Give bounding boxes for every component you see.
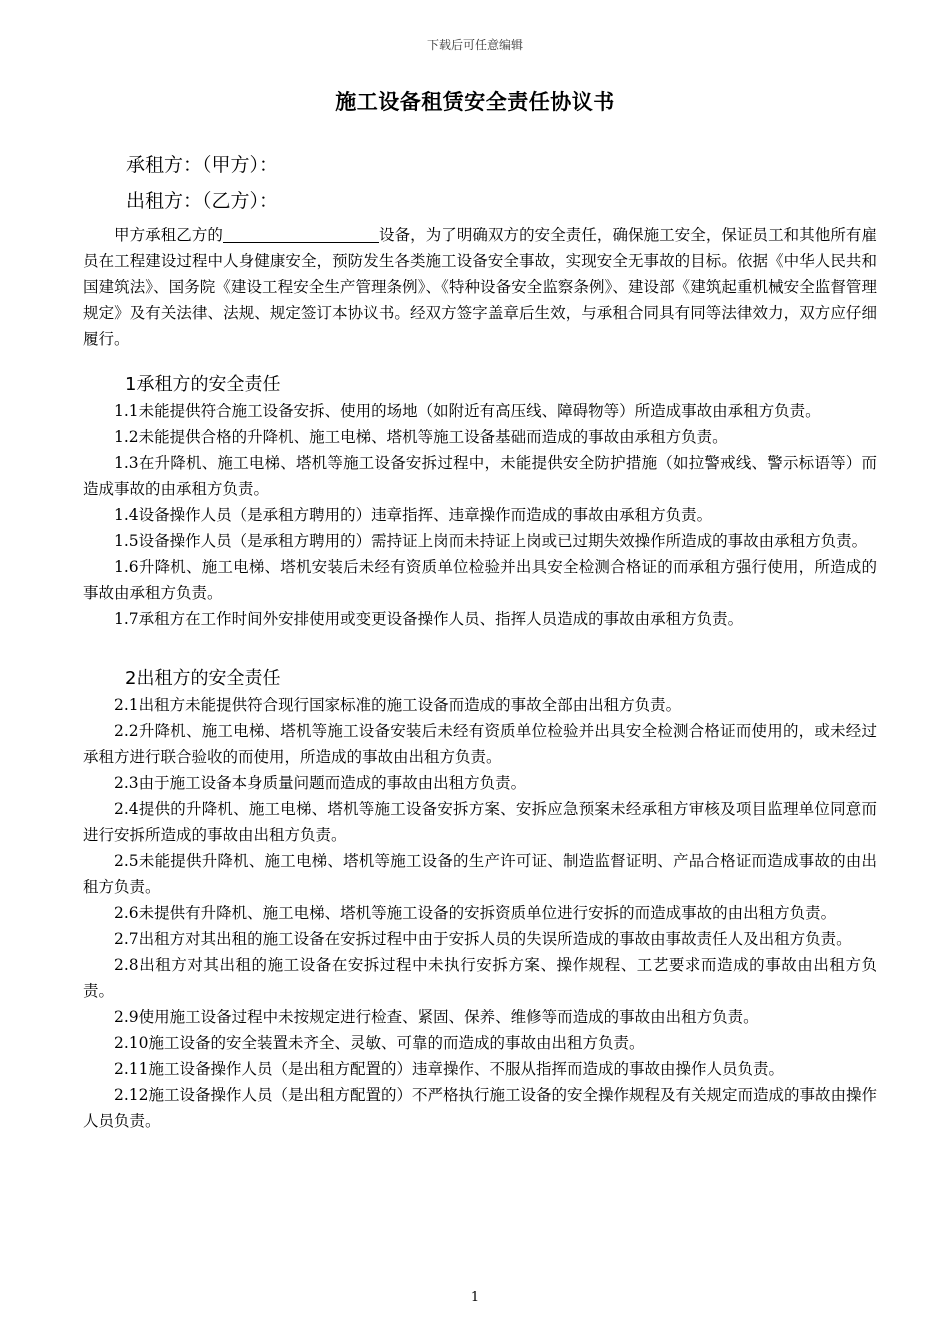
clause-1-6: 1.6升降机、施工电梯、塔机安装后未经有资质单位检验并出具安全检测合格证的而承租方强行使用，所造成的事故由承租方负责。 — [83, 558, 877, 602]
clause-2-9: 2.9使用施工设备过程中未按规定进行检查、紧固、保养、维修等而造成的事故由出租方负责。 — [114, 1008, 759, 1026]
intro-text-after-blank: 设备，为了明确双方的安全责任，确保施工安全，保证员工和其他所有雇员在工程建设过程中人身健康安全，预防发生各类施工设备安全事故，实现安全无事故的目标。依据《中华人民共和国建筑法》、国务院《建设工程安全生产管理条例》、《特种设备安全监察条例》、建设部《建筑起重机械安全监督管理规定》及有关法律、法规、规定签订本协议书。经双方签字盖章后生效，与承租合同具有同等法律效力，双方应仔细履行。 — [83, 226, 877, 348]
clause-2-3: 2.3由于施工设备本身质量问题而造成的事故由出租方负责。 — [114, 774, 527, 792]
page-number: 1 — [470, 1290, 480, 1305]
equipment-name-blank — [223, 224, 379, 243]
clause-2-6: 2.6未提供有升降机、施工电梯、塔机等施工设备的安拆资质单位进行安拆的而造成事故的由出租方负责。 — [114, 904, 837, 922]
clause-2-1: 2.1出租方未能提供符合现行国家标准的施工设备而造成的事故全部由出租方负责。 — [114, 696, 682, 714]
clause-1-3: 1.3在升降机、施工电梯、塔机等施工设备安拆过程中，未能提供安全防护措施（如拉警戒线、警示标语等）而造成事故的由承租方负责。 — [83, 454, 877, 498]
section-heading-lessor-responsibility: 2出租方的安全责任 — [125, 668, 281, 689]
clause-1-2: 1.2未能提供合格的升降机、施工电梯、塔机等施工设备基础而造成的事故由承租方负责。 — [114, 428, 728, 446]
clause-1-4: 1.4设备操作人员（是承租方聘用的）违章指挥、违章操作而造成的事故由承租方负责。 — [114, 506, 713, 524]
intro-paragraph — [83, 222, 877, 352]
clause-2-4: 2.4提供的升降机、施工电梯、塔机等施工设备安拆方案、安拆应急预案未经承租方审核及项目监理单位同意而进行安拆所造成的事故由出租方负责。 — [83, 800, 877, 844]
lessor-line: 出租方：（乙方）： — [126, 190, 279, 212]
agreement-body — [83, 222, 877, 1134]
clause-2-10: 2.10施工设备的安全装置未齐全、灵敏、可靠的而造成的事故由出租方负责。 — [114, 1034, 645, 1052]
header-note: 下载后可任意编辑 — [426, 38, 523, 52]
clause-1-7: 1.7承租方在工作时间外安排使用或变更设备操作人员、指挥人员造成的事故由承租方负责。 — [114, 610, 744, 628]
clause-1-1: 1.1未能提供符合施工设备安拆、使用的场地（如附近有高压线、障碍物等）所造成事故由承租方负责。 — [114, 402, 821, 420]
document-title: 施工设备租赁安全责任协议书 — [335, 90, 615, 114]
clause-2-7: 2.7出租方对其出租的施工设备在安拆过程中由于安拆人员的失误所造成的事故由事故责任人及出租方负责。 — [114, 930, 852, 948]
clause-2-8: 2.8出租方对其出租的施工设备在安拆过程中未执行安拆方案、操作规程、工艺要求而造成的事故由出租方负责。 — [83, 956, 877, 1000]
section-heading-lessee-responsibility: 1承租方的安全责任 — [125, 374, 281, 395]
clause-2-12: 2.12施工设备操作人员（是出租方配置的）不严格执行施工设备的安全操作规程及有关规定而造成的事故由操作人员负责。 — [83, 1086, 878, 1130]
clause-2-5: 2.5未能提供升降机、施工电梯、塔机等施工设备的生产许可证、制造监督证明、产品合格证而造成事故的由出租方负责。 — [83, 852, 877, 896]
clause-1-5: 1.5设备操作人员（是承租方聘用的）需持证上岗而未持证上岗或已过期失效操作所造成的事故由承租方负责。 — [114, 532, 868, 550]
intro-text-before-blank: 甲方承租乙方的 — [114, 226, 223, 244]
clause-2-2: 2.2升降机、施工电梯、塔机等施工设备安装后未经有资质单位检验并出具安全检测合格证而使用的，或未经过承租方进行联合验收的而使用，所造成的事故由出租方负责。 — [83, 722, 877, 766]
lessee-line: 承租方：（甲方）： — [126, 154, 279, 176]
clause-2-11: 2.11施工设备操作人员（是出租方配置的）违章操作、不服从指挥而造成的事故由操作人员负责。 — [114, 1060, 785, 1078]
